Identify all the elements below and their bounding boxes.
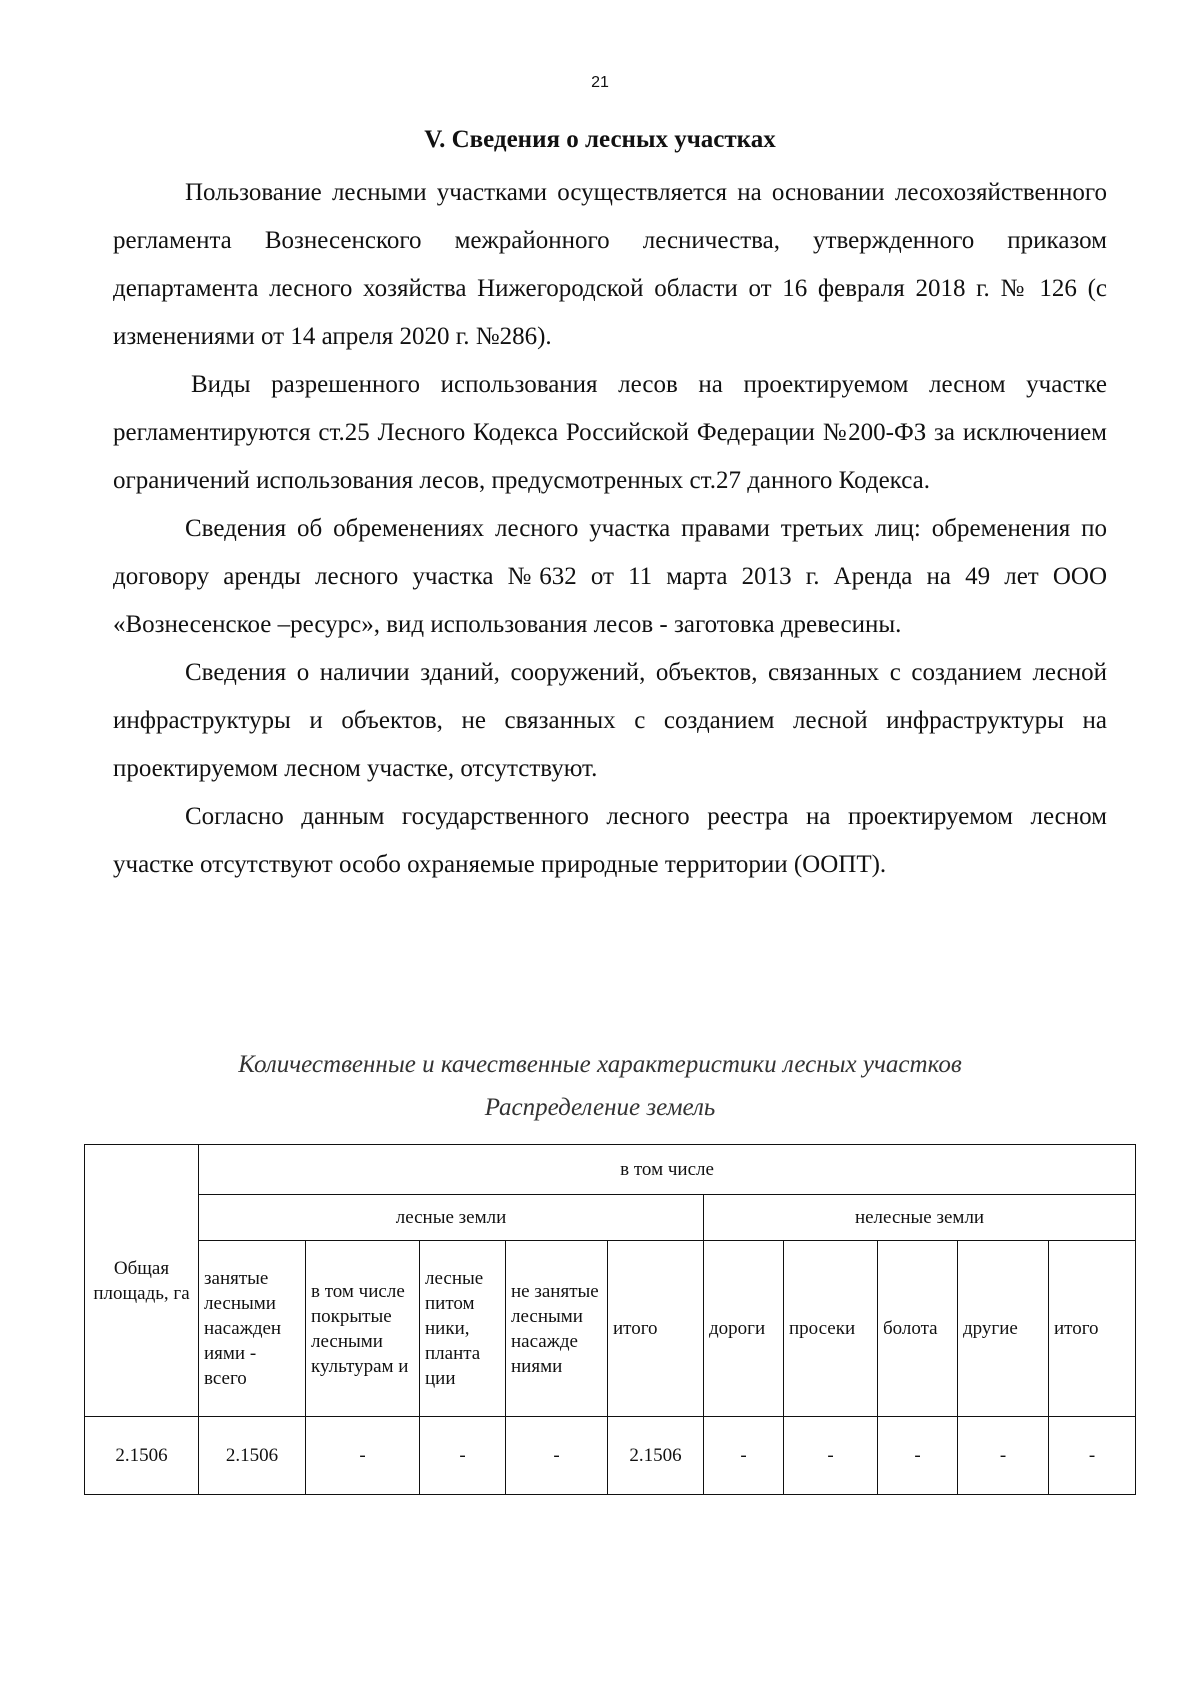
header-swamps: болота	[878, 1241, 958, 1417]
body-text	[113, 169, 1107, 889]
land-distribution-table	[84, 1144, 1136, 1495]
paragraph-protected-areas: Согласно данным государственного лесного реестра на проектируемом лесном участке отсутствуют особо охраняемые природные территории (ООПТ).	[113, 803, 1107, 878]
cell-total-area: 2.1506	[85, 1417, 199, 1495]
cell-forest-total: 2.1506	[608, 1417, 704, 1495]
paragraph-permitted-use: Виды разрешенного использования лесов на проектируемом лесном участке регламентируются ст.25 Лесного Кодекса Российской Федерации №200-ФЗ за исключением ограничений использования лесов, предусмотренных ст.27 данного Кодекса.	[113, 371, 1107, 494]
header-total-area: Общая площадь, га	[85, 1145, 199, 1417]
table-caption-title: Количественные и качественные характеристики лесных участков	[238, 1051, 962, 1078]
header-not-occupied: не занятые лесными насажде ниями	[506, 1241, 608, 1417]
cell-forest-stands-total: 2.1506	[199, 1417, 306, 1495]
paragraph-encumbrances: Сведения об обременениях лесного участка правами третьих лиц: обременения по договору аренды лесного участка №632 от 11 марта 2013 г. Аренда на 49 лет ООО «Вознесенское –ресурс», вид использования лесов - заготовка древесины.	[113, 515, 1107, 638]
cell-nurseries: -	[420, 1417, 506, 1495]
header-clearings: просеки	[784, 1241, 878, 1417]
cell-forest-cultures: -	[306, 1417, 420, 1495]
header-nonforest-lands: нелесные земли	[704, 1195, 1136, 1241]
paragraph-buildings: Сведения о наличии зданий, сооружений, объектов, связанных с созданием лесной инфраструктуры и объектов, не связанных с созданием лесной инфраструктуры на проектируемом лесном участке, отсутствуют.	[113, 659, 1107, 782]
cell-clearings: -	[784, 1417, 878, 1495]
page-number: 21	[591, 74, 609, 91]
table-row	[85, 1417, 1136, 1495]
cell-nonforest-total: -	[1049, 1417, 1136, 1495]
cell-roads: -	[704, 1417, 784, 1495]
paragraph-regulation: Пользование лесными участками осуществляется на основании лесохозяйственного регламента Вознесенского межрайонного лесничества, утвержденного приказом департамента лесного хозяйства Нижегородской области от 16 февраля 2018 г. № 126 (с изменениями от 14 апреля 2020 г. №286).	[113, 179, 1107, 350]
header-forest-lands: лесные земли	[199, 1195, 704, 1241]
cell-not-occupied: -	[506, 1417, 608, 1495]
header-roads: дороги	[704, 1241, 784, 1417]
header-forest-stands-total: занятые лесными насажден иями - всего	[199, 1241, 306, 1417]
table-caption-subtitle: Распределение земель	[484, 1094, 716, 1121]
header-other: другие	[958, 1241, 1049, 1417]
header-nonforest-total: итого	[1049, 1241, 1136, 1417]
cell-other: -	[958, 1417, 1049, 1495]
header-forest-cultures: в том числе покрытые лесными культурам и	[306, 1241, 420, 1417]
cell-swamps: -	[878, 1417, 958, 1495]
header-nurseries: лесные питом ники, планта ции	[420, 1241, 506, 1417]
section-heading: V. Сведения о лесных участках	[424, 126, 776, 153]
header-including: в том числе	[199, 1145, 1136, 1195]
header-forest-total: итого	[608, 1241, 704, 1417]
